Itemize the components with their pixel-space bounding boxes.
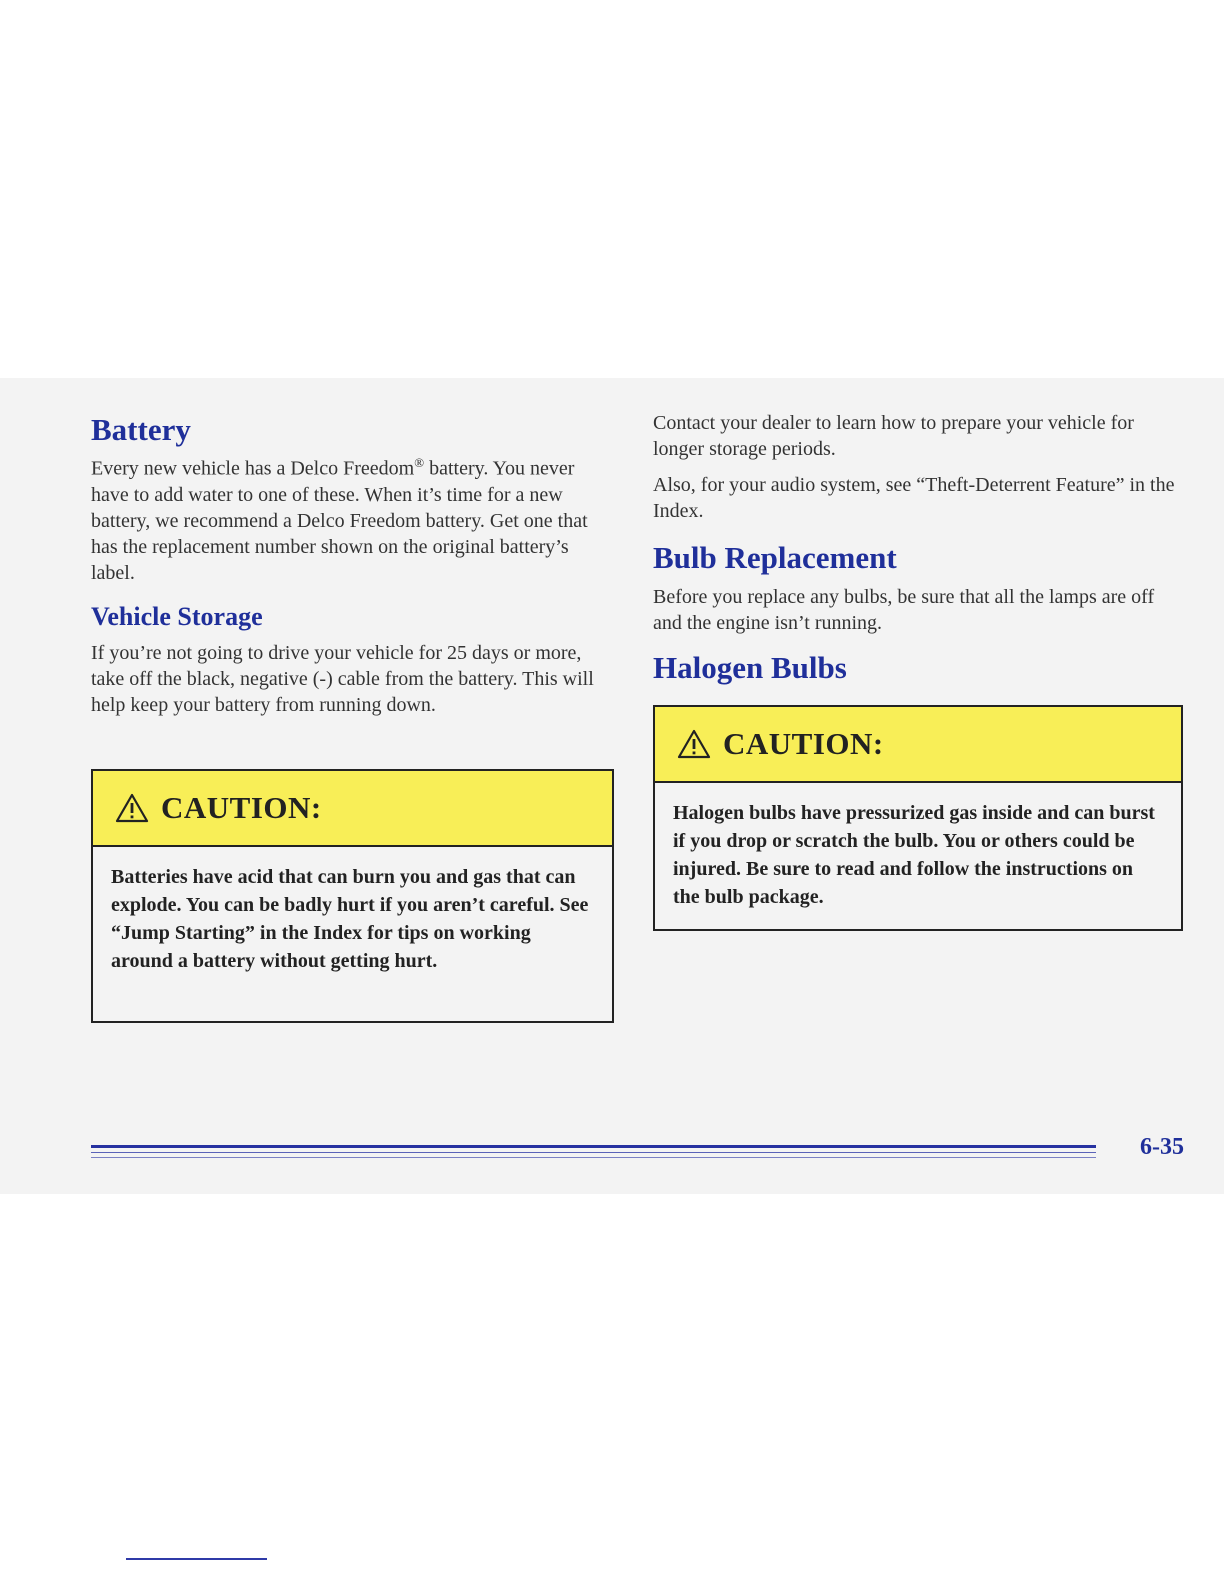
bottom-divider bbox=[126, 1558, 267, 1560]
bulb-replacement-heading: Bulb Replacement bbox=[653, 540, 897, 575]
battery-heading: Battery bbox=[91, 412, 191, 447]
storage-contact-paragraph: Contact your dealer to learn how to prepare your vehicle for longer storage periods. bbox=[653, 412, 1134, 460]
registered-mark: ® bbox=[414, 455, 425, 470]
battery-caution-box bbox=[91, 769, 614, 1023]
left-column bbox=[91, 410, 613, 718]
caution-text: Halogen bulbs have pressurized gas inside and can burst if you drop or scratch the bulb. You or others could be injured. Be sure to read and follow the instructions on the bulb package. bbox=[673, 802, 1155, 908]
battery-text-end: battery. You never have to add water to one of these. When it’s time for a new battery, we recommend a Delco Freedom battery. Get one that has the replacement number shown on the original battery’s label. bbox=[91, 457, 588, 584]
halogen-bulbs-heading: Halogen Bulbs bbox=[653, 650, 847, 685]
footer-rule bbox=[91, 1145, 1096, 1148]
footer-rule bbox=[91, 1152, 1096, 1153]
caution-label: CAUTION: bbox=[723, 726, 884, 761]
audio-note-paragraph: Also, for your audio system, see “Theft-Deterrent Feature” in the Index. bbox=[653, 474, 1175, 522]
vehicle-storage-heading: Vehicle Storage bbox=[91, 601, 263, 631]
vehicle-storage-paragraph: If you’re not going to drive your vehicle for 25 days or more, take off the black, negative (-) cable from the battery. This will help keep your battery from running down. bbox=[91, 641, 594, 716]
footer-rule bbox=[91, 1157, 1096, 1158]
warning-triangle-icon bbox=[115, 793, 149, 823]
page-number: 6-35 bbox=[1140, 1134, 1184, 1160]
warning-triangle-icon bbox=[677, 729, 711, 759]
battery-paragraph bbox=[91, 450, 613, 586]
caution-text: Batteries have acid that can burn you and gas that can explode. You can be badly hurt if you aren’t careful. See “Jump Starting” in the Index for tips on working around a battery without getting hurt. bbox=[111, 866, 589, 972]
bulb-replacement-paragraph: Before you replace any bulbs, be sure that all the lamps are off and the engine isn’t running. bbox=[653, 586, 1155, 634]
right-column bbox=[653, 410, 1183, 688]
caution-label: CAUTION: bbox=[161, 790, 322, 825]
caution-header bbox=[655, 707, 1181, 783]
halogen-caution-box bbox=[653, 705, 1183, 931]
caution-header bbox=[93, 771, 612, 847]
battery-text-start: Every new vehicle has a Delco Freedom bbox=[91, 457, 415, 480]
